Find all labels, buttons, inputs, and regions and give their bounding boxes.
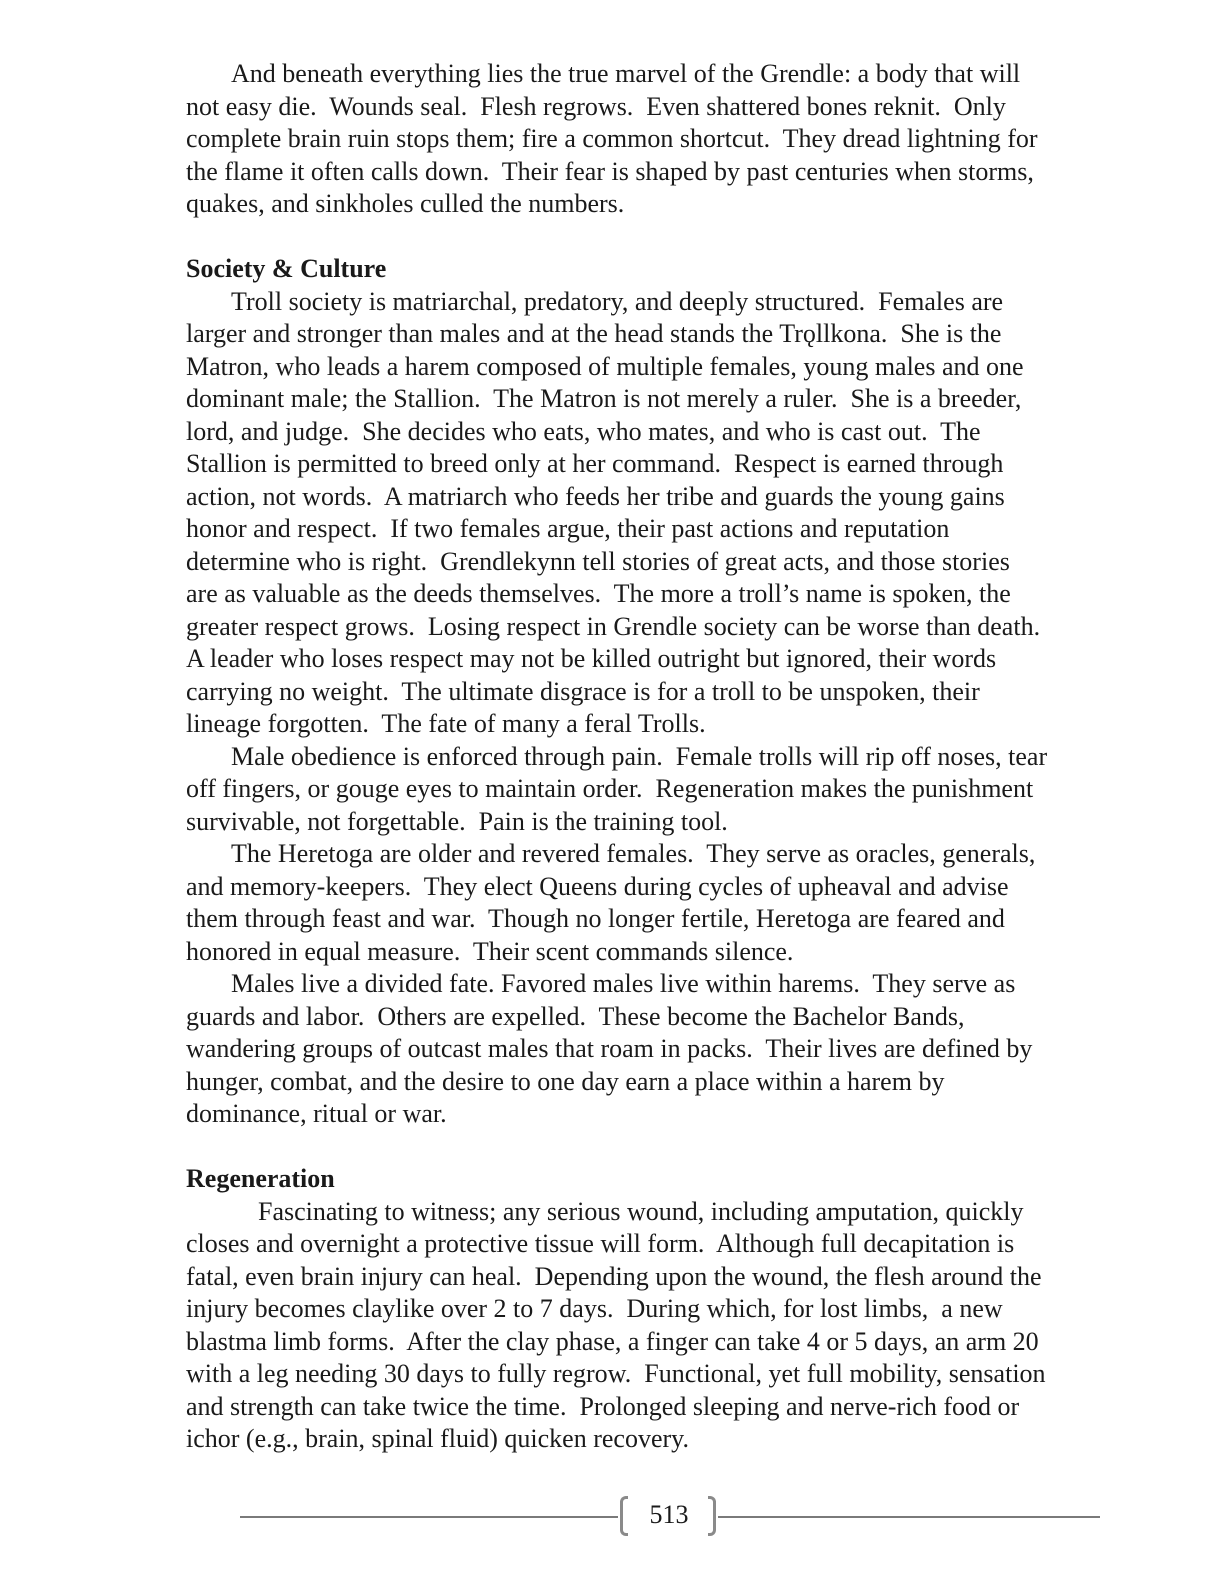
section-heading: Regeneration	[186, 1164, 335, 1193]
text-line: complete brain ruin stops them; fire a common shortcut. They dread lightning for	[186, 124, 1038, 153]
text-line: and memory-keepers. They elect Queens during cycles of upheaval and advise	[186, 871, 1009, 901]
text-line: Males live a divided fate. Favored males live within harems. They serve as	[231, 969, 1016, 998]
section-heading: Society & Culture	[186, 254, 387, 283]
regeneration-section	[186, 1163, 1166, 1456]
text-line: dominant male; the Stallion. The Matron is not merely a ruler. She is a breeder,	[186, 384, 1022, 413]
text-line: greater respect grows. Losing respect in Grendle society can be worse than death.	[186, 611, 1041, 641]
left-bracket-icon	[620, 1496, 628, 1536]
text-line: lineage forgotten. The fate of many a feral Trolls.	[186, 709, 706, 738]
society-culture-section	[186, 253, 1166, 1131]
footer-rule-left	[240, 1516, 618, 1518]
text-line: Fascinating to witness; any serious wound, including amputation, quickly	[258, 1196, 1024, 1226]
right-bracket-icon	[708, 1496, 716, 1536]
text-line: dominance, ritual or war.	[186, 1099, 447, 1128]
page-footer	[240, 1494, 1100, 1540]
text-line: Troll society is matriarchal, predatory, and deeply structured. Females are	[231, 286, 1004, 316]
text-line: ichor (e.g., brain, spinal fluid) quicken recovery.	[186, 1424, 689, 1453]
text-line: fatal, even brain injury can heal. Depending upon the wound, the flesh around the	[186, 1261, 1042, 1291]
text-line: lord, and judge. She decides who eats, who mates, and who is cast out. The	[186, 416, 981, 446]
text-line: the flame it often calls down. Their fear is shaped by past centuries when storms,	[186, 156, 1034, 186]
text-line: them through feast and war. Though no longer fertile, Heretoga are feared and	[186, 904, 1005, 933]
text-line: larger and stronger than males and at the head stands the Trǫllkona. She is the	[186, 319, 1002, 348]
text-line: A leader who loses respect may not be killed outright but ignored, their words	[186, 644, 997, 673]
text-line: quakes, and sinkholes culled the numbers.	[186, 189, 625, 218]
text-line: Stallion is permitted to breed only at her command. Respect is earned through	[186, 449, 1004, 478]
text-line: off fingers, or gouge eyes to maintain order. Regeneration makes the punishment	[186, 774, 1034, 803]
section-spacer	[186, 221, 1166, 254]
text-line: The Heretoga are older and revered females. They serve as oracles, generals,	[231, 839, 1036, 868]
text-line: closes and overnight a protective tissue will form. Although full decapitation is	[186, 1229, 1015, 1258]
footer-rule-right	[718, 1516, 1100, 1518]
text-line: and strength can take twice the time. Prolonged sleeping and nerve-rich food or	[186, 1391, 1020, 1421]
text-line: are as valuable as the deeds themselves. The more a troll’s name is spoken, the	[186, 579, 1011, 608]
text-line: guards and labor. Others are expelled. These become the Bachelor Bands,	[186, 1001, 965, 1031]
text-line: hunger, combat, and the desire to one day earn a place within a harem by	[186, 1066, 945, 1096]
text-line: Matron, who leads a harem composed of multiple females, young males and one	[186, 351, 1024, 381]
text-line: not easy die. Wounds seal. Flesh regrows. Even shattered bones reknit. Only	[186, 91, 1006, 121]
text-line: determine who is right. Grendlekynn tell stories of great acts, and those stories	[186, 546, 1010, 576]
page-body	[186, 58, 1166, 1456]
text-line: carrying no weight. The ultimate disgrace is for a troll to be unspoken, their	[186, 676, 980, 706]
section-spacer	[186, 1131, 1166, 1164]
text-line: Male obedience is enforced through pain. Female trolls will rip off noses, tear	[231, 741, 1048, 771]
text-line: blastma limb forms. After the clay phase, a finger can take 4 or 5 days, an arm 20	[186, 1326, 1039, 1356]
page-number: 513	[649, 1500, 689, 1529]
text-line: And beneath everything lies the true marvel of the Grendle: a body that will	[231, 59, 1021, 88]
text-line: honor and respect. If two females argue, their past actions and reputation	[186, 514, 950, 543]
intro-paragraph	[186, 58, 1166, 221]
text-line: injury becomes claylike over 2 to 7 days. During which, for lost limbs, a new	[186, 1294, 1003, 1323]
text-line: with a leg needing 30 days to fully regrow. Functional, yet full mobility, sensation	[186, 1359, 1046, 1388]
text-line: honored in equal measure. Their scent commands silence.	[186, 936, 794, 966]
text-line: wandering groups of outcast males that roam in packs. Their lives are defined by	[186, 1034, 1033, 1063]
text-line: action, not words. A matriarch who feeds her tribe and guards the young gains	[186, 481, 1005, 511]
text-line: survivable, not forgettable. Pain is the training tool.	[186, 806, 728, 836]
